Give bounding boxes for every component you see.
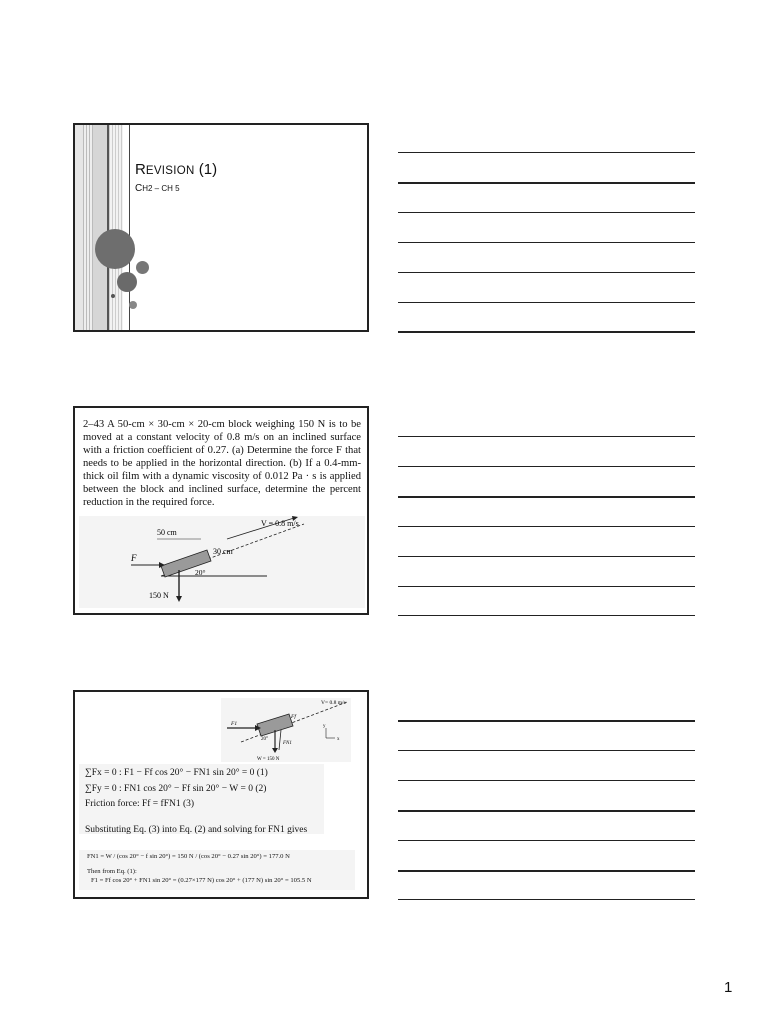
slide-problem bbox=[73, 406, 369, 615]
label-y: y bbox=[323, 724, 326, 729]
incline-figure bbox=[79, 516, 365, 608]
label-velocity: V= 0.8 m/s bbox=[321, 700, 346, 706]
subtitle-part: H2 – C bbox=[142, 184, 168, 193]
free-body-figure bbox=[221, 698, 351, 762]
note-line bbox=[398, 750, 695, 751]
label-fn1: FN1 bbox=[283, 741, 292, 746]
decor-circle bbox=[129, 301, 137, 309]
slide-subtitle bbox=[135, 183, 180, 194]
note-line bbox=[398, 466, 695, 467]
solution-line-3: F1 = Ff cos 20° + FN1 sin 20° = (0.27×177 N) cos 20° + (177 N) sin 20° = 105.5 N bbox=[91, 877, 312, 884]
note-line bbox=[398, 840, 695, 841]
decor-circle bbox=[136, 261, 149, 274]
equation-2: ∑Fy = 0 : FN1 cos 20° − Ff sin 20° − W = 0 (2) bbox=[85, 784, 267, 794]
title-initial: R bbox=[135, 161, 146, 178]
free-body-diagram bbox=[221, 698, 351, 762]
slide-title bbox=[135, 161, 217, 178]
label-height: 30 cm bbox=[213, 547, 233, 556]
label-weight: W = 150 N bbox=[257, 757, 280, 762]
note-line bbox=[398, 272, 695, 273]
problem-text: 2–43 A 50-cm × 30-cm × 20-cm block weighing 150 N is to be moved at a constant velocity of 0.8 m/s on an inclined surface with a friction coefficient of 0.27. (a) Determine the force F that needs to be applied in the horizontal direction. (b) If a 0.4-mm-thick oil film with a dynamic viscosity of 0.012 Pa · s is applied between the block and inclined surface, determine the percent reduction in the required force. bbox=[83, 419, 361, 508]
decor-circle bbox=[117, 272, 137, 292]
equation-4: Substituting Eq. (3) into Eq. (2) and solving for FN1 gives bbox=[85, 825, 308, 835]
label-weight: 150 N bbox=[149, 591, 169, 600]
note-line bbox=[398, 899, 695, 900]
incline-diagram bbox=[79, 516, 365, 608]
slide-solution bbox=[73, 690, 369, 899]
note-line bbox=[398, 586, 695, 587]
note-line bbox=[398, 615, 695, 616]
label-ff: Ff bbox=[291, 714, 296, 720]
decor-circle bbox=[95, 229, 135, 269]
decor-stripe bbox=[83, 125, 93, 330]
label-angle: 20° bbox=[261, 737, 268, 742]
note-line bbox=[398, 496, 695, 498]
label-velocity: V = 0.8 m/s bbox=[261, 519, 299, 528]
note-line bbox=[398, 556, 695, 557]
decor-stripe bbox=[75, 125, 83, 330]
label-force: F bbox=[131, 553, 137, 563]
equation-3: Friction force: Ff = fFN1 (3) bbox=[85, 799, 195, 809]
note-line bbox=[398, 436, 695, 437]
decor-stripe bbox=[129, 125, 130, 330]
subtitle-part: C bbox=[135, 183, 143, 194]
note-line bbox=[398, 720, 695, 722]
solution-line-2: Then from Eq. (1): bbox=[87, 868, 137, 875]
label-x: x bbox=[337, 737, 340, 742]
note-line bbox=[398, 242, 695, 243]
note-line bbox=[398, 152, 695, 153]
note-line bbox=[398, 182, 695, 184]
note-line bbox=[398, 212, 695, 213]
label-width: 50 cm bbox=[157, 528, 177, 537]
note-line bbox=[398, 302, 695, 303]
note-line bbox=[398, 331, 695, 333]
slide-revision bbox=[73, 123, 369, 332]
note-line bbox=[398, 810, 695, 812]
title-rest: EVISION bbox=[145, 165, 195, 177]
title-number: (1) bbox=[194, 161, 218, 178]
note-line bbox=[398, 870, 695, 872]
label-angle: 20° bbox=[195, 568, 206, 577]
note-line bbox=[398, 526, 695, 527]
page-number: 1 bbox=[724, 979, 733, 996]
decor-circle bbox=[111, 294, 115, 298]
subtitle-part: H 5 bbox=[167, 184, 180, 193]
solution-line-1: FN1 = W / (cos 20° − f sin 20°) = 150 N / (cos 20° − 0.27 sin 20°) = 177.0 N bbox=[87, 853, 290, 860]
note-line bbox=[398, 780, 695, 781]
decor-stripe bbox=[109, 125, 123, 330]
decor-stripe bbox=[93, 125, 107, 330]
equation-1: ∑Fx = 0 : F1 − Ff cos 20° − FN1 sin 20° = 0 (1) bbox=[85, 768, 268, 778]
label-f1: F1 bbox=[231, 721, 238, 727]
